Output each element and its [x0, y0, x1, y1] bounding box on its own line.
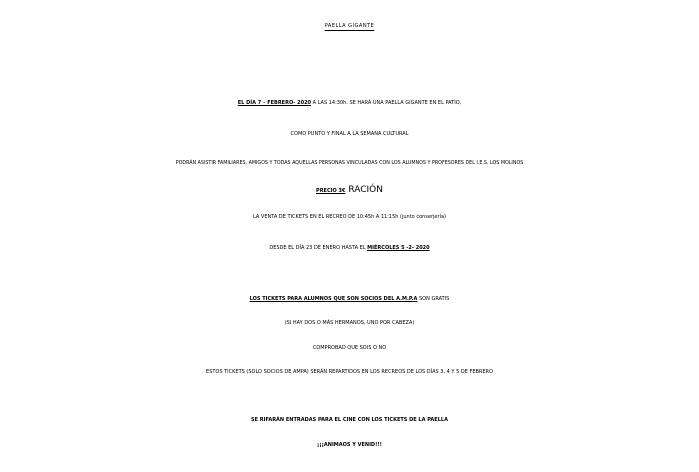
- event-description: A LAS 14:30h. SE HARÁ UNA PAELLA GIGANTE EN EL PATIO,: [311, 100, 462, 106]
- price-line: [0, 186, 699, 195]
- ampa-members-label: LOS TICKETS PARA ALUMNOS QUE SON SOCIOS DEL A.M.P.A: [249, 296, 418, 302]
- price: PRECIO 3€: [316, 188, 346, 194]
- ampa-members-line: [0, 297, 699, 302]
- event-date: EL DÍA 7 – FEBRERO- 2020: [237, 100, 312, 106]
- ticket-sale-line: LA VENTA DE TICKETS EN EL RECREO DE 10:45h A 11:15h (junto conserjería): [253, 214, 446, 220]
- price-unit: RACIÓN: [345, 185, 383, 195]
- siblings-note: (SI HAY DOS O MÁS HERMANOS, UNO POR CABEZA): [284, 320, 415, 326]
- closing-line: ¡¡¡ANIMAOS Y VENID!!!: [317, 442, 382, 448]
- sale-dates-line: [0, 246, 699, 251]
- ampa-free-text: SON GRATIS: [417, 296, 450, 302]
- sale-dates-prefix: DESDE EL DÍA 23 DE ENERO HASTA EL: [269, 245, 368, 251]
- raffle-note: SE RIFARÁN ENTRADAS PARA EL CINE CON LOS TICKETS DE LA PAELLA: [251, 417, 448, 423]
- event-date-line: [0, 101, 699, 106]
- cultural-week-line: COMO PUNTO Y FINAL A LA SEMANA CULTURAL: [290, 131, 409, 137]
- check-membership-note: COMPROBAD QUE SOIS O NO: [312, 345, 387, 351]
- attendees-line: PODRÁN ASISTIR FAMILIARES, AMIGOS Y TODAS AQUELLAS PERSONAS VINCULADAS CON LOS ALUMNOS Y PROFESORES DEL I.E.S. LOS MOLINOS: [175, 161, 524, 166]
- sale-end-date: MIÉRCOLES 5 -2- 2020: [367, 245, 430, 251]
- distribution-note: ESTOS TICKETS (SOLO SOCIOS DE AMPA) SERÁN REPARTIDOS EN LOS RECREOS DE LOS DÍAS 3, 4 Y 5 DE FEBRERO: [206, 369, 493, 375]
- page-title: PAELLA GIGANTE: [324, 23, 375, 29]
